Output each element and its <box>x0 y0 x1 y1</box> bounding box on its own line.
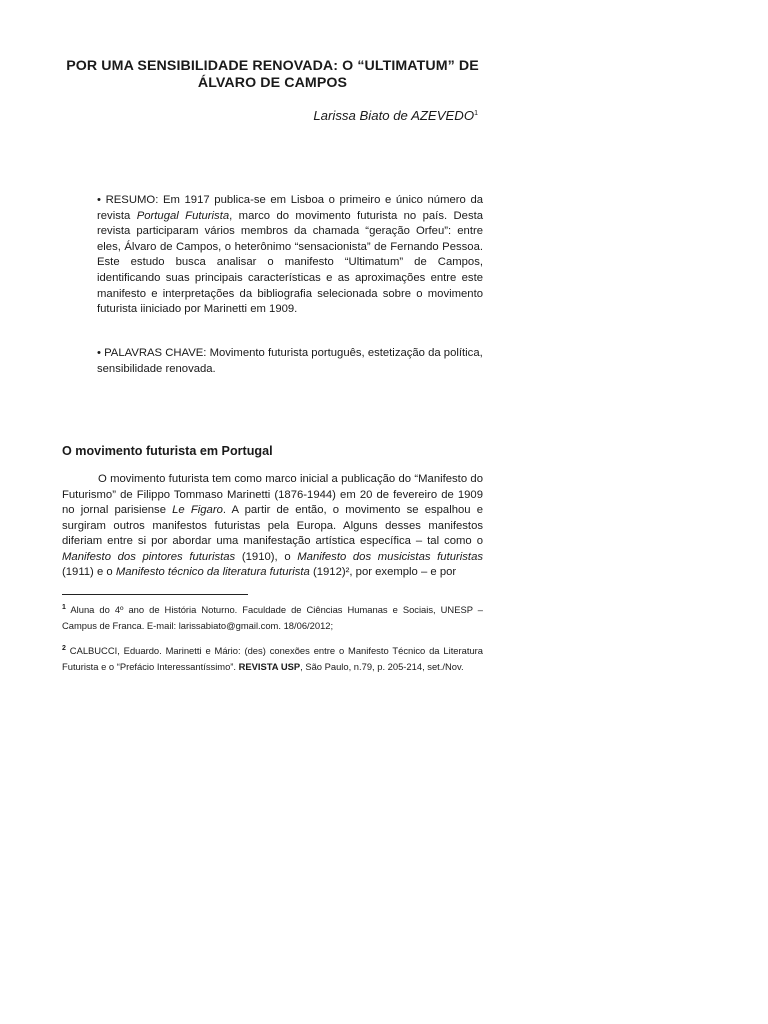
footnote-1 <box>62 600 483 634</box>
body-italic-2: Manifesto dos pintores futuristas <box>62 550 236 563</box>
section-heading: O movimento futurista em Portugal <box>62 444 273 458</box>
footnote-2-bold: REVISTA USP <box>238 661 301 672</box>
keywords-text: PALAVRAS CHAVE: Movimento futurista português, estetização da política, sensibilidade renovada. <box>97 347 483 375</box>
abstract-bullet: • <box>97 194 101 206</box>
body-paragraph <box>62 472 483 581</box>
author-byline <box>313 108 478 123</box>
footnote-1-mark: 1 <box>62 604 66 611</box>
body-text-4: (1911) e o <box>62 566 116 578</box>
body-italic-4: Manifesto técnico da literatura futurista <box>115 566 310 578</box>
paper-title <box>62 58 483 92</box>
footnote-2-mark: 2 <box>62 645 66 652</box>
keywords-block <box>97 346 483 377</box>
footnote-2-text: CALBUCCI, Eduardo. Marinetti e Mário: (des) conexões entre o Manifesto Técnico da Literatura Futurista e o “Prefácio Interessantíssimo”. <box>62 645 484 672</box>
title-line-2: ÁLVARO DE CAMPOS <box>197 75 348 91</box>
body-text-3: (1910), o <box>235 550 298 563</box>
footnote-2 <box>62 641 483 675</box>
footnote-divider <box>62 594 248 595</box>
body-italic-1: Le Figaro <box>172 504 223 516</box>
body-text-2: . A partir de então, o movimento se espalhou e surgiram outros manifestos futuristas pela Europa. Alguns desses manifestos diferiam entre si por abordar uma manifestação artística específica – tal como o <box>62 504 483 547</box>
abstract-block <box>97 193 483 318</box>
body-text-1: O movimento futurista tem como marco inicial a publicação do “Manifesto do Futurismo” de Filippo Tommaso Marinetti (1876-1944) em 20 de fevereiro de 1909 no jornal parisiense <box>62 473 483 516</box>
author-name: Larissa Biato de AZEVEDO <box>313 108 475 123</box>
author-footnote-mark: 1 <box>474 110 478 117</box>
title-line-1: POR UMA SENSIBILIDADE RENOVADA: O “ULTIMATUM” DE <box>66 58 479 74</box>
abstract-italic: Portugal Futurista <box>136 209 230 222</box>
keywords-bullet: • <box>97 347 101 359</box>
abstract-text: RESUMO: Em 1917 publica-se em Lisboa o primeiro e único número da revista <box>97 194 484 222</box>
footnote-2-text-after: , São Paulo, n.79, p. 205-214, set./Nov. <box>300 661 464 672</box>
body-italic-3: Manifesto dos musicistas futuristas <box>297 550 483 563</box>
body-text-5: (1912)², por exemplo – e por <box>309 566 457 578</box>
abstract-text-after: , marco do movimento futurista no país. Desta revista participaram vários membros da chamada “geração Orfeu”: entre eles, Álvaro de Campos, o heterônimo “sensacionista” de Fernando Pessoa. Este estudo busca analisar o manifesto “Ultimatum” de Campos, identificando suas principais características e as aproximações entre este manifesto e interpretações da bibliografia selecionada sobre o movimento futurista iiniciado por Marinetti em 1909. <box>97 209 484 316</box>
footnote-1-text: Aluna do 4º ano de História Noturno. Faculdade de Ciências Humanas e Sociais, UNESP – Campus de Franca. E-mail: larissabiato@gmail.com. 18/06/2012; <box>62 604 484 631</box>
